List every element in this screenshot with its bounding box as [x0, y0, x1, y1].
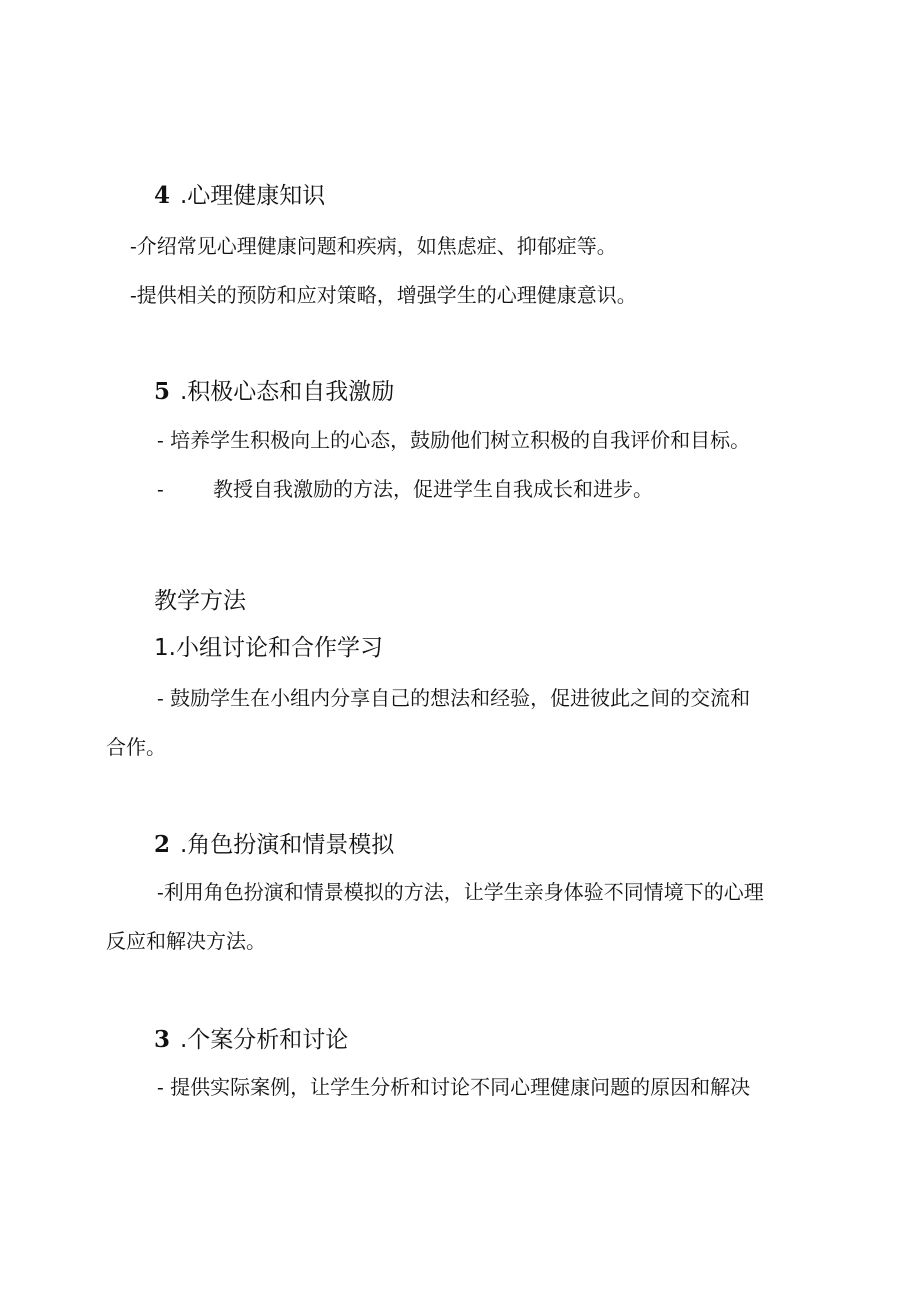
section-number: 5 — [154, 378, 171, 405]
method-2-line-1: -利用角色扮演和情景模拟的方法，让学生亲身体验不同情境下的心理 — [157, 880, 764, 904]
section-5-heading — [154, 380, 394, 404]
section-title: .心理健康知识 — [180, 183, 326, 209]
method-3-heading — [154, 1028, 348, 1052]
section-number: 4 — [154, 182, 171, 209]
method-1-line-2: 合作。 — [106, 735, 166, 759]
section-4-item-1: -介绍常见心理健康问题和疾病，如焦虑症、抑郁症等。 — [130, 234, 617, 258]
methods-heading: 教学方法 — [154, 588, 246, 614]
method-1-line-1: - 鼓励学生在小组内分享自己的想法和经验，促进彼此之间的交流和 — [157, 686, 751, 710]
section-4-heading — [154, 184, 325, 208]
item-text: 教授自我激励的方法，促进学生自我成长和进步。 — [213, 477, 653, 501]
method-title: .角色扮演和情景模拟 — [180, 832, 395, 858]
method-1-heading: 1.小组讨论和合作学习 — [154, 635, 383, 661]
section-5-item-2 — [157, 479, 653, 499]
method-title: .个案分析和讨论 — [180, 1027, 349, 1053]
method-2-line-2: 反应和解决方法。 — [106, 929, 266, 953]
section-title: .积极心态和自我激励 — [180, 379, 395, 405]
method-number: 3 — [154, 1026, 171, 1053]
method-3-line-1: - 提供实际案例，让学生分析和讨论不同心理健康问题的原因和解决 — [157, 1075, 751, 1099]
section-4-item-2: -提供相关的预防和应对策略，增强学生的心理健康意识。 — [130, 283, 637, 307]
item-dash: - — [157, 477, 164, 501]
method-2-heading — [154, 833, 394, 857]
section-5-item-1: - 培养学生积极向上的心态，鼓励他们树立积极的自我评价和目标。 — [157, 428, 751, 452]
method-number: 2 — [154, 831, 171, 858]
